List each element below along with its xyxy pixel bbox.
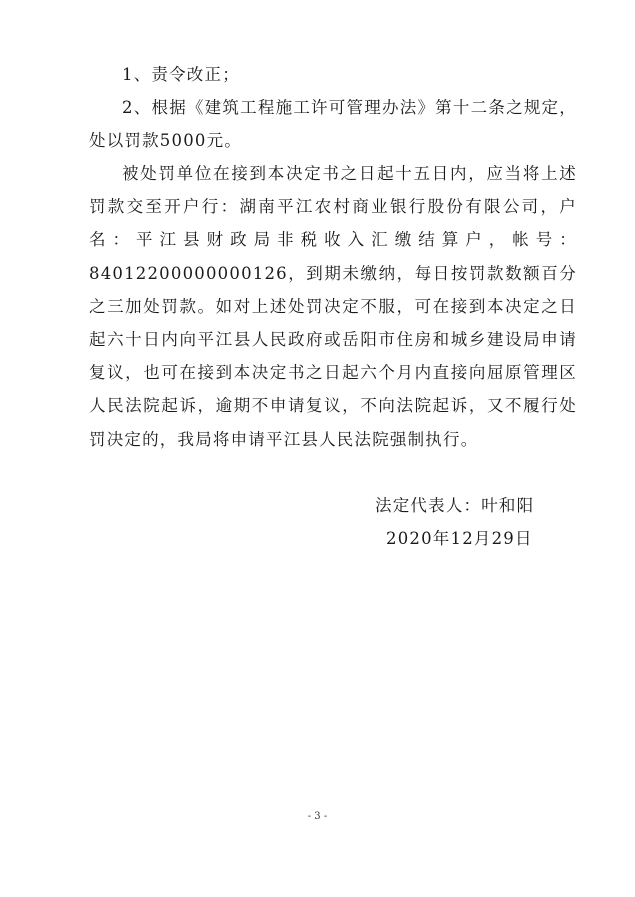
decision-date: 2020年12月29日 xyxy=(386,529,533,548)
page-number: - 3 - xyxy=(307,811,328,822)
payment-and-appeal-paragraph: 被处罚单位在接到本决定书之日起十五日内，应当将上述罚款交至开户行：湖南平江农村商业银行股份有限公司，户名：平江县财政局非税收入汇缴结算户，帐号：84012200000000126，到期未缴纳，每日按罚款数额百分之三加处罚款。如对上述处罚决定不服，可在接到本决定之日起六十日内向平江县人民政府或岳阳市住房和城乡建设局申请复议，也可在接到本决定书之日起六个月内直接向屈原管理区人民法院起诉，逾期不申请复议，不向法院起诉，又不履行处罚决定的，我局将申请平江县人民法院强制执行。 xyxy=(89,164,577,449)
legal-representative: 法定代表人：叶和阳 xyxy=(375,496,535,515)
penalty-item-1: 1、责令改正； xyxy=(122,65,240,84)
penalty-item-2: 2、根据《建筑工程施工许可管理办法》第十二条之规定，处以罚款5000元。 xyxy=(89,98,577,151)
